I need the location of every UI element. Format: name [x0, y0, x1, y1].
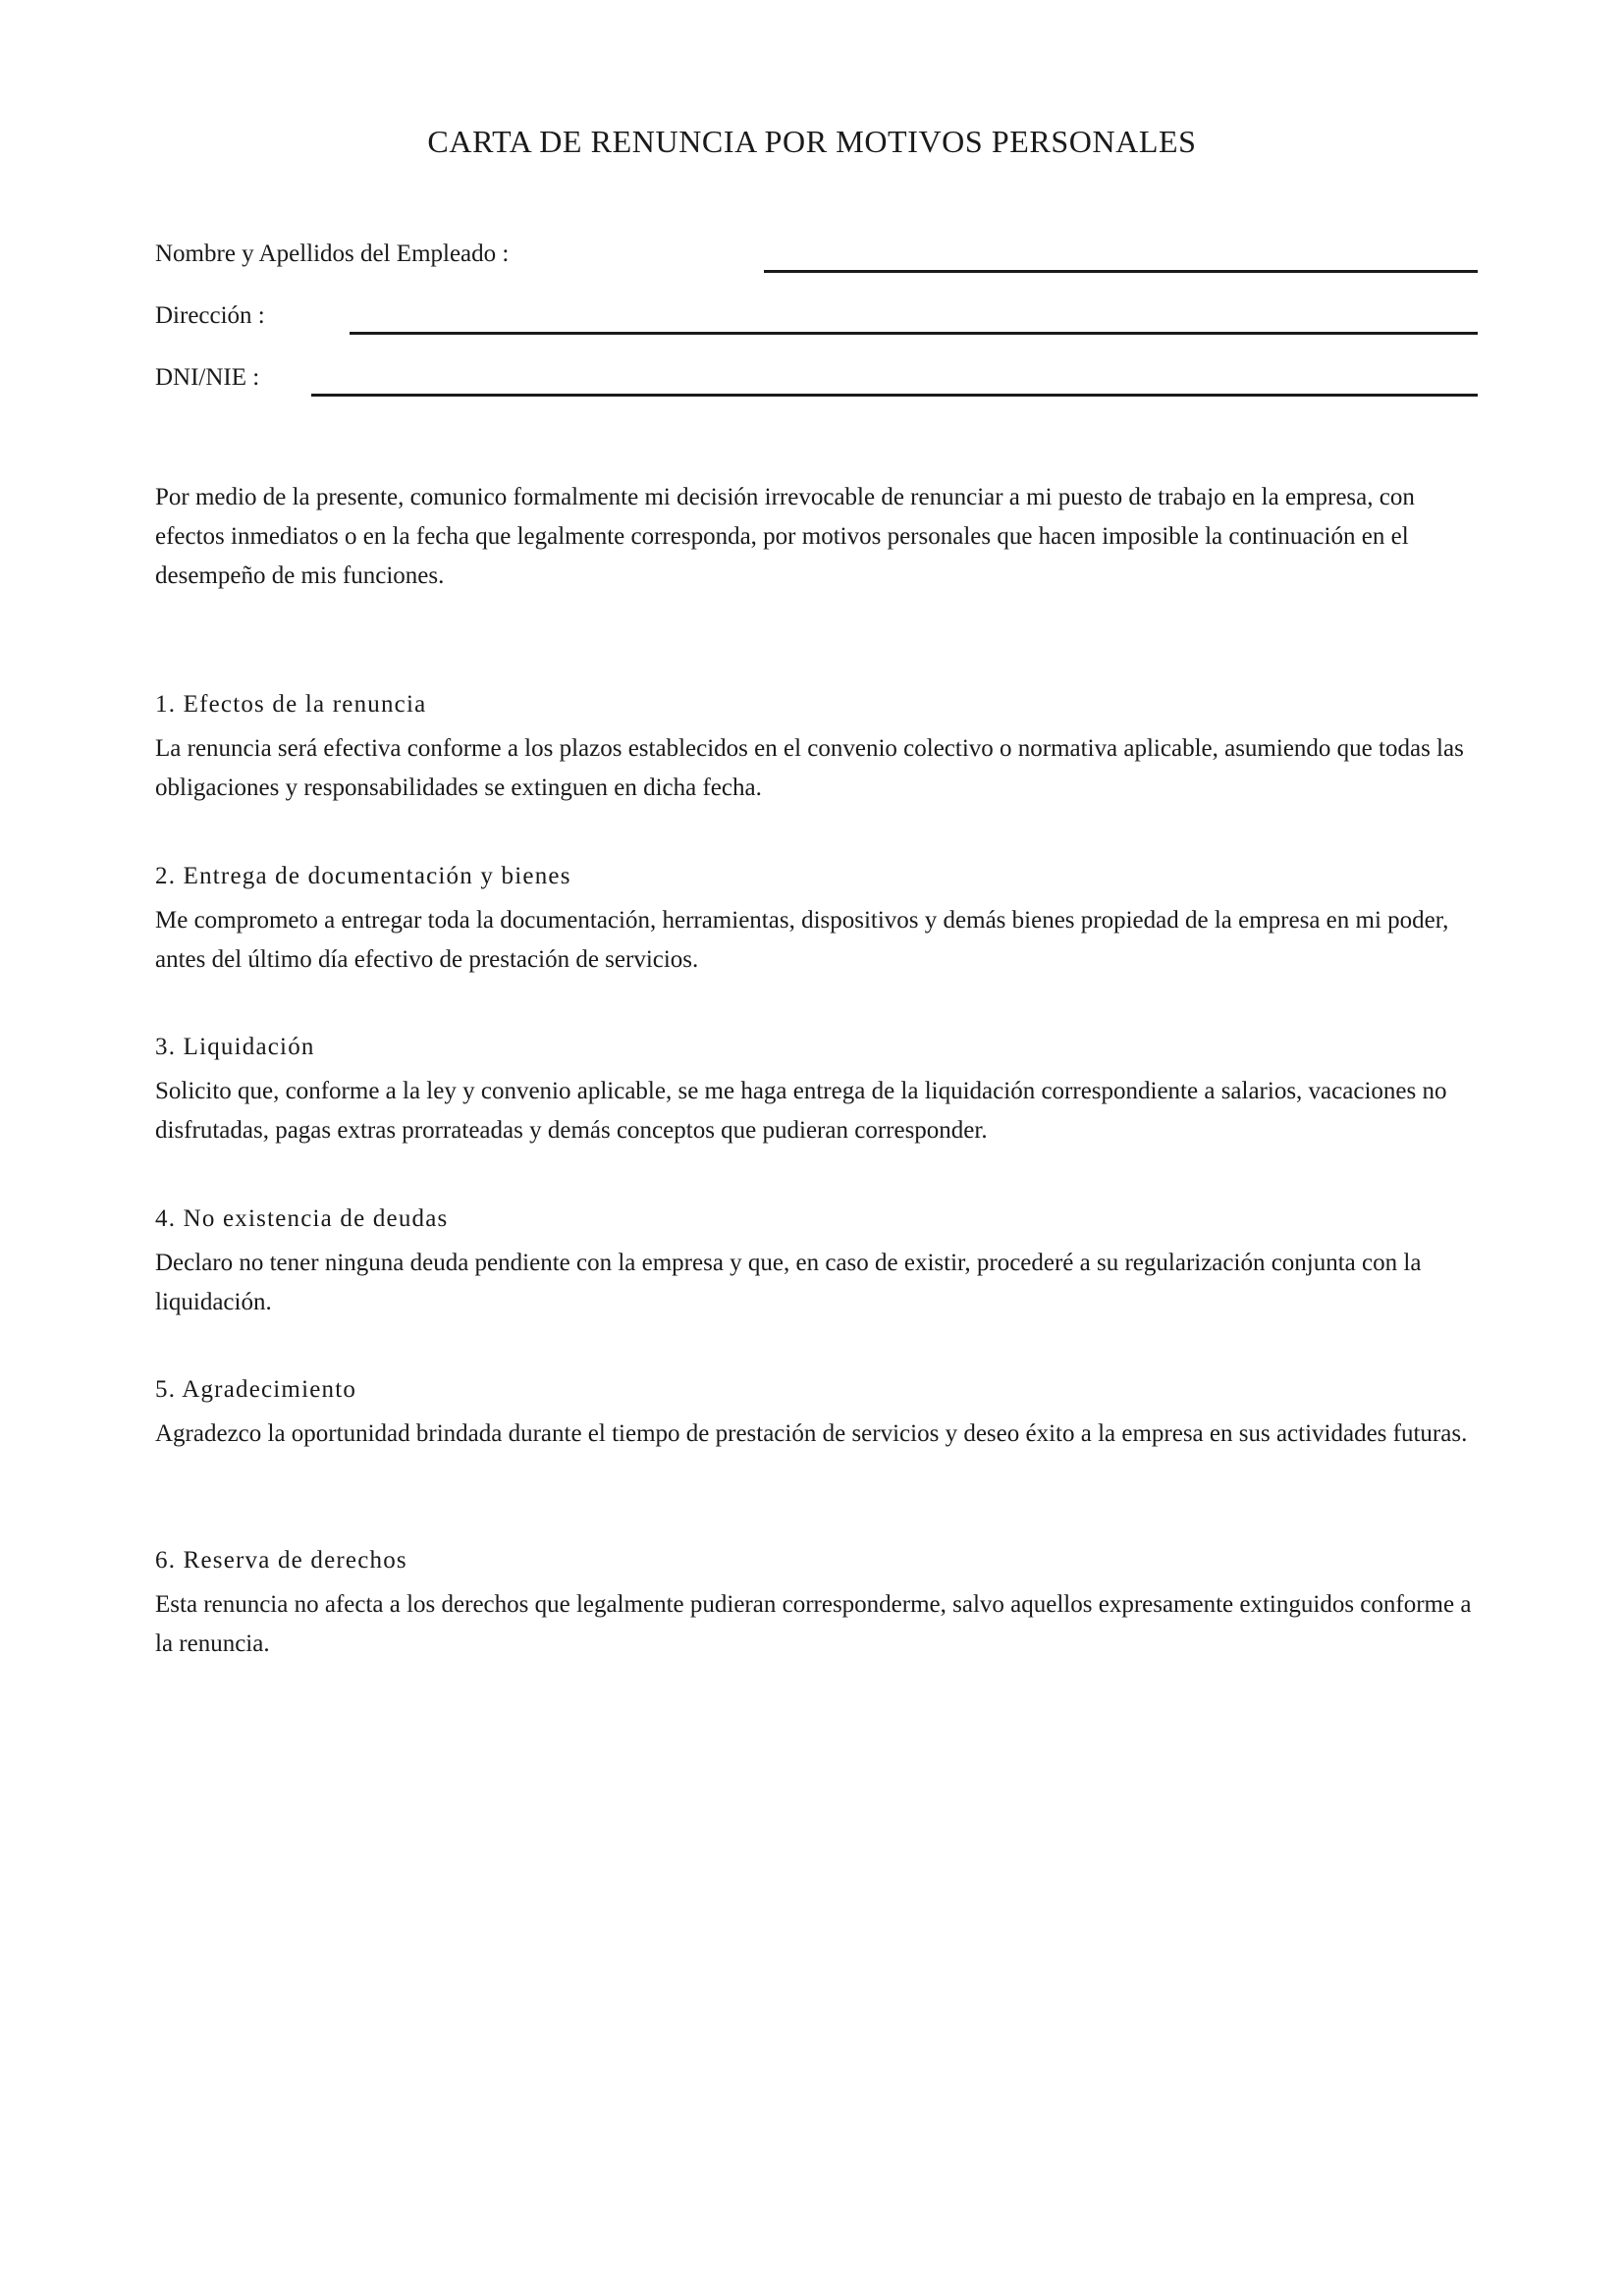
- dni-nie-label: DNI/NIE :: [155, 364, 260, 391]
- document-title: CARTA DE RENUNCIA POR MOTIVOS PERSONALES: [427, 124, 1197, 159]
- section-documentation: [155, 861, 1483, 980]
- section-body: Agradezco la oportunidad brindada durante el tiempo de prestación de servicios y deseo éxito a la empresa en sus actividades futuras.: [155, 1420, 1468, 1447]
- section-heading: 5. Agradecimiento: [155, 1376, 357, 1403]
- section-reservation-of-rights: [155, 1545, 1483, 1664]
- address-blank-line[interactable]: [350, 332, 1478, 335]
- section-heading: 2. Entrega de documentación y bienes: [155, 863, 571, 889]
- dni-nie-blank-line[interactable]: [311, 394, 1478, 397]
- section-heading: 3. Liquidación: [155, 1034, 315, 1060]
- section-body: Esta renuncia no afecta a los derechos que legalmente pudieran corresponderme, salvo aquellos expresamente extinguidos conforme a la renuncia.: [155, 1591, 1472, 1657]
- section-heading: 1. Efectos de la renuncia: [155, 691, 427, 718]
- address-label: Dirección :: [155, 302, 265, 329]
- employee-name-label: Nombre y Apellidos del Empleado :: [155, 240, 510, 267]
- section-settlement: [155, 1032, 1483, 1150]
- section-gratitude: [155, 1374, 1483, 1454]
- section-body: Solicito que, conforme a la ley y convenio aplicable, se me haga entrega de la liquidación correspondiente a salarios, vacaciones no disfrutadas, pagas extras prorrateadas y demás conceptos que pudieran corresponder.: [155, 1078, 1447, 1144]
- section-body: La renuncia será efectiva conforme a los plazos establecidos en el convenio colectivo o normativa aplicable, asumiendo que todas las obligaciones y responsabilidades se extinguen en dicha fecha.: [155, 735, 1464, 801]
- section-no-debts: [155, 1203, 1483, 1322]
- employee-name-blank-line[interactable]: [764, 270, 1478, 273]
- section-body: Declaro no tener ninguna deuda pendiente con la empresa y que, en caso de existir, procederé a su regularización conjunta con la liquidación.: [155, 1250, 1422, 1315]
- section-heading: 6. Reserva de derechos: [155, 1547, 407, 1574]
- section-heading: 4. No existencia de deudas: [155, 1205, 449, 1232]
- section-effects: [155, 689, 1483, 808]
- section-body: Me comprometo a entregar toda la documentación, herramientas, dispositivos y demás bienes propiedad de la empresa en mi poder, antes del último día efectivo de prestación de servicios.: [155, 907, 1449, 973]
- intro-paragraph: Por medio de la presente, comunico formalmente mi decisión irrevocable de renunciar a mi puesto de trabajo en la empresa, con efectos inmediatos o en la fecha que legalmente corresponda, por motivos personales que hacen imposible la continuación en el desempeño de mis funciones.: [155, 484, 1415, 589]
